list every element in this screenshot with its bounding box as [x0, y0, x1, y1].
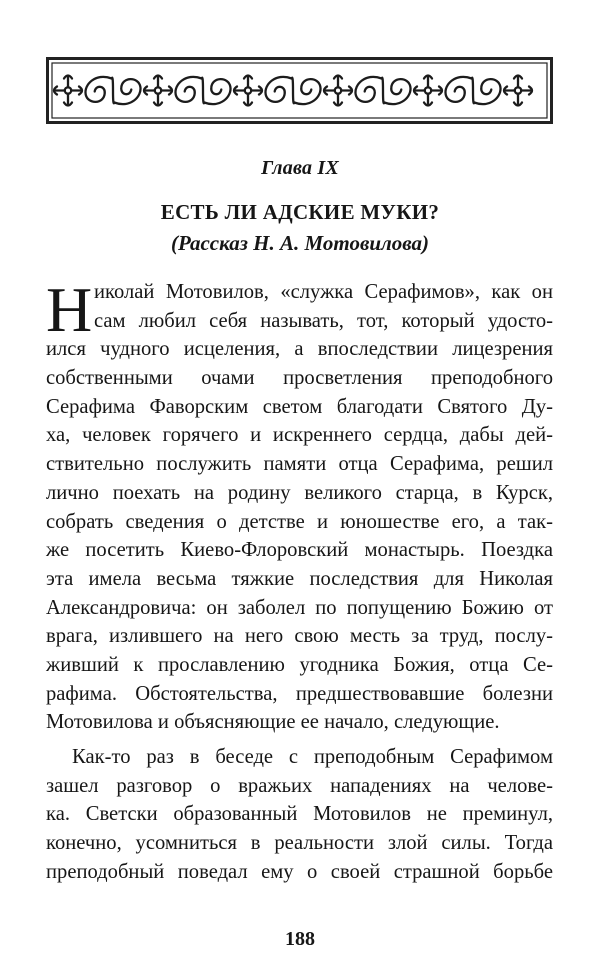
text-line: ха, человек горячего и искреннего сердца, дабы дей-	[46, 424, 553, 447]
text-line: зашел разговор о вражьих нападениях на челове-	[46, 774, 553, 797]
text-line: Александровича: он заболел по попущению Божию от	[46, 596, 553, 619]
text-line: конечно, усомниться в реальности злой силы. Тогда	[46, 832, 553, 855]
drop-cap: Н	[46, 274, 93, 345]
text-line: же посетить Киево-Флоровский монастырь. Поездка	[46, 539, 553, 562]
chapter-title: ЕСТЬ ЛИ АДСКИЕ МУКИ?	[160, 200, 440, 224]
text-line: Мотовилова и объясняющие ее начало, следующие.	[46, 711, 500, 734]
text-line: ился чудного исцеления, а впоследствии лицезрения	[46, 338, 553, 361]
paragraph-2	[46, 743, 553, 886]
text-line: сам любил себя называть, тот, который удосто-	[94, 309, 553, 332]
text-line: Как-то раз в беседе с преподобным Серафимом	[72, 746, 553, 768]
text-line: лично поехать на родину великого старца, в Курск,	[46, 481, 553, 504]
decorative-ornament-border	[46, 57, 553, 124]
chapter-heading: Глава IX	[261, 157, 339, 179]
text-line: собрать сведения о детстве и юношестве его, а так-	[46, 510, 553, 533]
text-line: врага, излившего на него свою месть за труд, послу-	[46, 625, 553, 648]
chapter-subtitle: (Рассказ Н. А. Мотовилова)	[170, 231, 430, 255]
text-line: собственными очами просветления преподобного	[46, 367, 553, 390]
text-line: ка. Светски образованный Мотовилов не преминул,	[46, 803, 553, 826]
text-line: ствительно послужить памяти отца Серафима, решил	[46, 453, 553, 476]
text-line: рафима. Обстоятельства, предшествовавшие болезни	[46, 682, 553, 705]
text-line: Серафима Фаворским светом благодати Святого Ду-	[46, 395, 553, 418]
text-line: иколай Мотовилов, «служка Серафимов», как он	[94, 281, 553, 303]
page-number: 188	[285, 928, 315, 950]
text-line: живший к прославлению угодника Божия, отца Се-	[46, 653, 553, 676]
paragraph-1	[46, 274, 553, 737]
text-line: преподобный поведал ему о своей страшной борьбе	[46, 860, 553, 883]
text-line: эта имела весьма тяжкие последствия для Николая	[46, 567, 553, 590]
